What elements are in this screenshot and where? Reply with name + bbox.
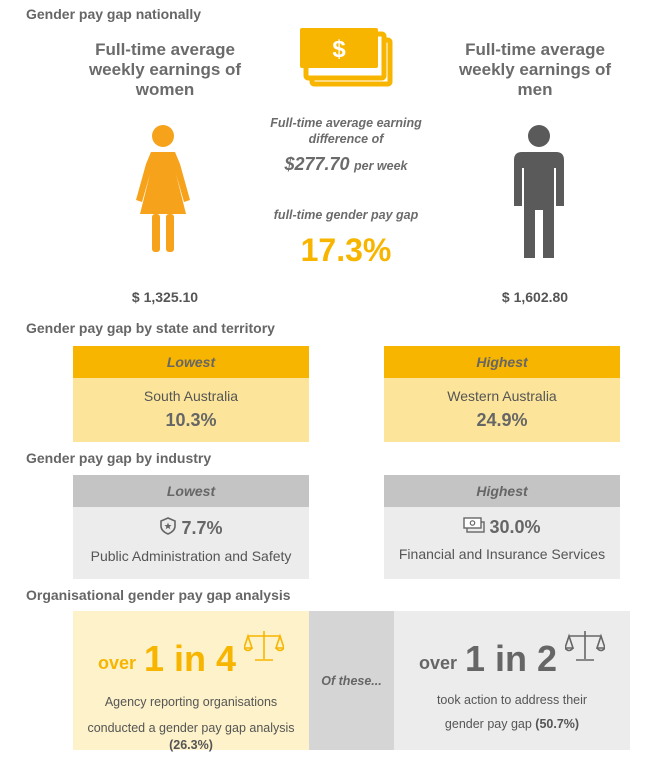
- industry-highest-value: 30.0%: [489, 517, 541, 537]
- org-right-line2-wrap: [394, 714, 630, 734]
- industry-lowest-value: 7.7%: [181, 518, 223, 538]
- state-lowest-box: [73, 378, 309, 442]
- state-highest-header: Highest: [384, 346, 620, 378]
- men-earnings-title: Full-time average weekly earnings of men: [458, 40, 612, 99]
- difference-value: $277.70: [284, 154, 350, 174]
- org-right-ratio: 1 in 2: [464, 638, 558, 679]
- men-amount: $ 1,602.80: [501, 289, 569, 305]
- gap-label: full-time gender pay gap: [273, 208, 419, 222]
- state-highest-value: 24.9%: [476, 410, 528, 430]
- org-middle-text: Of these...: [321, 673, 382, 688]
- org-middle-box: [309, 611, 394, 750]
- org-right-pct: (50.7%): [535, 717, 580, 731]
- dollar-sign: $: [332, 36, 346, 63]
- cash-icon: [463, 517, 485, 538]
- woman-icon: [132, 124, 194, 254]
- difference-unit: per week: [354, 159, 408, 173]
- org-right-over: over: [418, 653, 457, 673]
- money-stack-icon: [300, 26, 396, 88]
- org-left-line2: conducted a gender pay gap analysis: [87, 721, 295, 735]
- man-icon: [508, 124, 570, 260]
- org-right-line2: gender pay gap: [444, 717, 532, 731]
- industry-lowest-name: Public Administration and Safety: [90, 548, 292, 564]
- org-right-line1: took action to address their: [436, 693, 588, 707]
- national-gap-value: 17.3%: [300, 232, 392, 268]
- industry-highest-box: [384, 507, 620, 579]
- org-left-pct: (26.3%): [169, 738, 213, 752]
- section-title-state: Gender pay gap by state and territory: [26, 320, 275, 336]
- women-amount: $ 1,325.10: [131, 289, 199, 305]
- org-left-box: [73, 611, 309, 750]
- state-lowest-header: Lowest: [73, 346, 309, 378]
- state-lowest-value: 10.3%: [165, 410, 217, 430]
- section-title-org: Organisational gender pay gap analysis: [26, 587, 291, 603]
- org-left-ratio: 1 in 4: [143, 638, 237, 679]
- industry-highest-name: Financial and Insurance Services: [398, 546, 606, 562]
- section-title-industry: Gender pay gap by industry: [26, 450, 212, 466]
- shield-badge-icon: [159, 517, 177, 540]
- section-title-national: Gender pay gap nationally: [26, 6, 202, 22]
- difference-value-line: [256, 154, 436, 175]
- state-lowest-name: South Australia: [143, 388, 239, 404]
- state-highest-name: Western Australia: [447, 388, 557, 404]
- industry-highest-header: Highest: [384, 475, 620, 507]
- org-right-box: [394, 611, 630, 750]
- industry-lowest-header: Lowest: [73, 475, 309, 507]
- org-left-line1: Agency reporting organisations: [104, 695, 278, 709]
- difference-label: Full-time average earning difference of: [270, 116, 422, 146]
- scales-icon: [244, 629, 284, 668]
- org-left-over: over: [97, 653, 136, 673]
- state-highest-box: [384, 378, 620, 442]
- scales-icon: [565, 629, 605, 668]
- industry-lowest-box: [73, 507, 309, 579]
- women-earnings-title: Full-time average weekly earnings of women: [88, 40, 242, 99]
